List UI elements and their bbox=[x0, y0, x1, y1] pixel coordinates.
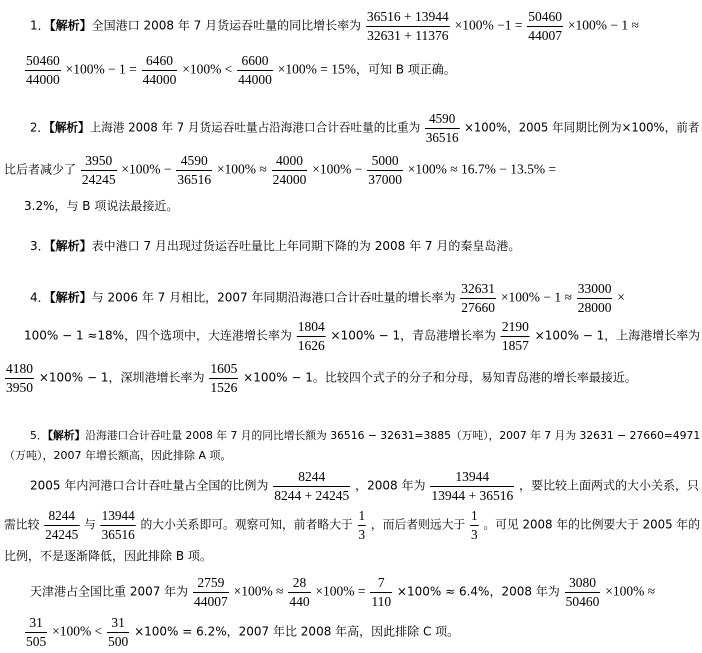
s4-line3 bbox=[4, 362, 637, 394]
fraction: $\frac{50460}{44007}$ bbox=[528, 9, 563, 43]
s1-text-e: ×100% < bbox=[182, 61, 233, 77]
s5-text-a: 5．【解析】沿海港口合计吞吐量 2008 年 7 月的同比增长额为 36516 − 32631=3885（万吨），2007 年 7 月为 32631 − 27660=4971 bbox=[30, 429, 701, 442]
fraction: $\frac{2190}{1857}$ bbox=[501, 319, 529, 353]
fraction: $\frac{32631}{27660}$ bbox=[461, 281, 496, 315]
analysis-marker: 【解析】 bbox=[49, 239, 92, 253]
s1-line2 bbox=[24, 54, 456, 86]
s5-text-m: ×100% ≈ bbox=[233, 583, 284, 599]
fraction: $\frac{13944}{13944 + 36516}$ bbox=[431, 469, 514, 503]
s5-text-h: 的大小关系即可。观察可知，前者略大于 bbox=[140, 517, 353, 532]
s4-text-g: ×100% − 1，深圳港增长率为 bbox=[38, 370, 205, 385]
s2-text-f: ×100% − bbox=[312, 161, 363, 177]
s2-text-e: ×100% ≈ bbox=[216, 161, 267, 177]
s3-line1 bbox=[30, 240, 520, 252]
s4-text-e: ×100% − 1，青岛港增长率为 bbox=[330, 328, 497, 343]
fraction: $\frac{2759}{44007}$ bbox=[194, 575, 228, 609]
s2-text-a: 2．【解析】上海港 2008 年 7 月货运吞吐量占沿海港口合计吞吐量的比重为 bbox=[30, 120, 421, 135]
s1-text-c: ×100% − 1 ≈ bbox=[567, 17, 639, 33]
s5-text-p: ×100% ≈ bbox=[605, 583, 656, 599]
s5-text-k: 比例，不是逐渐降低，因此排除 B 项。 bbox=[4, 549, 212, 563]
s3-text-a: 3．【解析】表中港口 7 月出现过货运吞吐量比上年同期下降的为 2008 年 7 月的秦皇岛港。 bbox=[30, 239, 521, 253]
s1-text-f: ×100% = 15% bbox=[277, 61, 356, 77]
fraction: $\frac{4590}{36516}$ bbox=[425, 111, 459, 145]
fraction: $\frac{31}{500}$ bbox=[108, 615, 129, 649]
s4-text-b: ×100% − 1 ≈ bbox=[500, 289, 572, 305]
s2-text-c: 比后者减少了 bbox=[4, 162, 77, 177]
s5-text-q: ×100% < bbox=[52, 623, 103, 639]
s2-text-h: 3.2%，与 B 项说法最接近。 bbox=[24, 199, 179, 213]
fraction: $\frac{1}{3}$ bbox=[471, 508, 478, 542]
s4-line1 bbox=[30, 282, 625, 314]
s5-line7 bbox=[24, 616, 459, 648]
s4-text-c: × bbox=[617, 289, 625, 305]
fraction: $\frac{8244}{24245}$ bbox=[45, 508, 79, 542]
s5-text-g: 与 bbox=[84, 517, 96, 532]
s5-text-b: （万吨），2007 年增长额高，因此排除 A 项。 bbox=[4, 449, 232, 462]
s2-text-g: ×100% ≈ 16.7% − 13.5% = bbox=[407, 161, 557, 177]
s2-text-b: ×100%，2005 年同期比例为×100%，前者 bbox=[464, 120, 700, 135]
s2-text-d: ×100% − bbox=[121, 161, 172, 177]
fraction: $\frac{1804}{1626}$ bbox=[297, 319, 325, 353]
s2-line3 bbox=[24, 200, 178, 212]
s5-text-c: 2005 年内河港口合计吞吐量占全国的比例为 bbox=[30, 478, 269, 493]
s5-line3 bbox=[30, 470, 699, 502]
s4-text-f: ×100% − 1，上海港增长率为 bbox=[534, 328, 701, 343]
s1-text-a: 1．【解析】全国港口 2008 年 7 月货运吞吐量的同比增长率为 bbox=[30, 18, 362, 33]
fraction: $\frac{4590}{36516}$ bbox=[177, 153, 212, 187]
s5-text-e: ，要比较上面两式的大小关系，只 bbox=[519, 478, 700, 493]
s1-text-g: ，可知 B 项正确。 bbox=[355, 62, 456, 77]
s5-line1 bbox=[30, 430, 700, 441]
fraction: $\frac{8244}{8244 + 24245}$ bbox=[274, 469, 350, 503]
fraction: $\frac{4000}{24000}$ bbox=[272, 153, 307, 187]
s4-line2 bbox=[24, 320, 700, 352]
s5-line2 bbox=[4, 450, 232, 461]
fraction: $\frac{6600}{44000}$ bbox=[238, 53, 272, 87]
s5-text-i: ，而后者则远大于 bbox=[370, 517, 466, 532]
s4-text-d: 100% − 1 ≈18%，四个选项中，大连港增长率为 bbox=[24, 328, 292, 343]
fraction: $\frac{1}{3}$ bbox=[358, 508, 366, 542]
fraction: $\frac{31}{505}$ bbox=[26, 615, 47, 649]
fraction: $\frac{5000}{37000}$ bbox=[368, 153, 402, 187]
analysis-marker: 【解析】 bbox=[49, 18, 92, 33]
s5-text-d: ，2008 年为 bbox=[355, 478, 426, 493]
s5-text-n: ×100% = bbox=[315, 583, 366, 599]
s5-text-o: ×100% ≈ 6.4%，2008 年为 bbox=[396, 584, 560, 599]
fraction: $\frac{3950}{24245}$ bbox=[81, 153, 116, 187]
analysis-marker: 【解析】 bbox=[49, 120, 90, 135]
fraction: $\frac{50460}{44000}$ bbox=[26, 53, 60, 87]
fraction: $\frac{33000}{28000}$ bbox=[577, 281, 612, 315]
s5-line4 bbox=[4, 509, 700, 541]
fraction: $\frac{3080}{50460}$ bbox=[565, 575, 600, 609]
fraction: $\frac{28}{440}$ bbox=[289, 575, 310, 609]
analysis-marker: 【解析】 bbox=[49, 290, 92, 305]
s5-line6 bbox=[30, 576, 655, 608]
analysis-marker: 【解析】 bbox=[47, 429, 86, 442]
s5-line5 bbox=[4, 550, 212, 562]
fraction: $\frac{1605}{1526}$ bbox=[210, 361, 238, 395]
s4-text-h: ×100% − 1。比较四个式子的分子和分母，易知青岛港的增长率最接近。 bbox=[243, 370, 637, 385]
fraction: $\frac{13944}{36516}$ bbox=[101, 508, 135, 542]
s4-text-a: 4．【解析】与 2006 年 7 月相比，2007 年同期沿海港口合计吞吐量的增长率为 bbox=[30, 290, 456, 305]
s5-text-l: 天津港占全国比重 2007 年为 bbox=[30, 584, 189, 599]
fraction: $\frac{6460}{44000}$ bbox=[142, 53, 177, 87]
s1-line1 bbox=[30, 10, 639, 42]
s1-text-d: ×100% − 1 = bbox=[65, 61, 137, 77]
fraction: $\frac{36516 + 13944}{32631 + 11376}$ bbox=[366, 9, 449, 43]
fraction: $\frac{4180}{3950}$ bbox=[6, 361, 33, 395]
s5-text-j: 。可见 2008 年的比例要大于 2005 年的 bbox=[483, 517, 700, 532]
fraction: $\frac{7}{110}$ bbox=[371, 575, 392, 609]
s5-text-r: ×100% = 6.2%，2007 年比 2008 年高，因此排除 C 项。 bbox=[134, 624, 460, 639]
s1-text-b: ×100% −1 = bbox=[454, 17, 523, 33]
s2-line1 bbox=[30, 112, 699, 144]
s5-text-f: 需比较 bbox=[4, 517, 40, 532]
s2-line2 bbox=[4, 154, 556, 186]
